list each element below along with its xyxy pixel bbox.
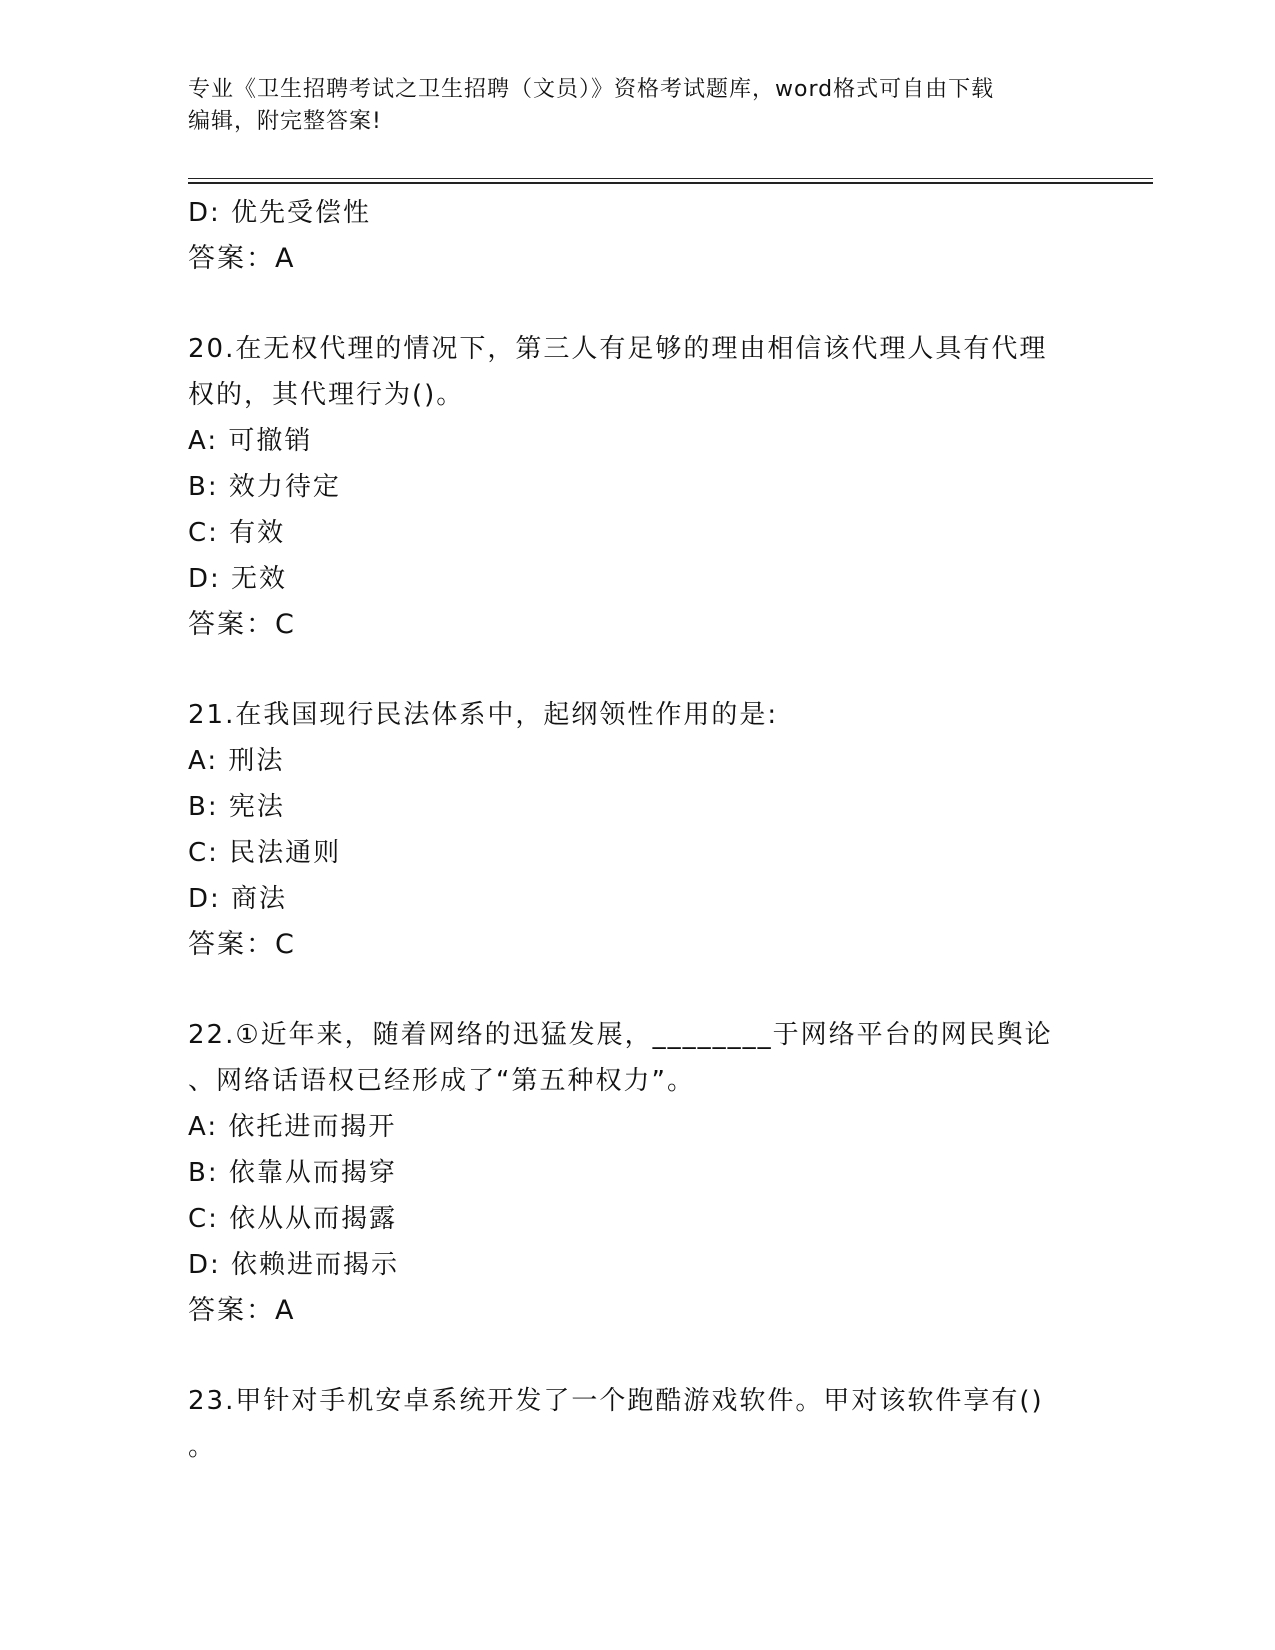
question-stem <box>188 692 1088 738</box>
question-stem <box>188 1378 1088 1470</box>
option-a: A: 可撤销 <box>188 426 313 456</box>
question-stem <box>188 326 1088 418</box>
option-a: A: 刑法 <box>188 746 285 776</box>
stem-line: 、网络话语权已经形成了“第五种权力”。 <box>188 1066 695 1096</box>
option-d: D: 无效 <box>188 564 288 594</box>
stem-line: 20.在无权代理的情况下，第三人有足够的理由相信该代理人具有代理 <box>188 334 1048 364</box>
option-b: B: 效力待定 <box>188 472 341 502</box>
option-c: C: 依从从而揭露 <box>188 1204 398 1234</box>
stem-line: 22.①近年来，随着网络的迅猛发展，________于网络平台的网民舆论 <box>188 1020 1053 1050</box>
answer-line: 答案：C <box>188 609 296 640</box>
stem-line: 21.在我国现行民法体系中，起纲领性作用的是: <box>188 700 779 730</box>
option-d: D: 优先受偿性 <box>188 198 372 228</box>
question-21 <box>188 692 1088 968</box>
question-stem <box>188 1012 1088 1104</box>
option-a: A: 依托进而揭开 <box>188 1112 397 1142</box>
header-divider-bottom <box>188 182 1153 184</box>
answer-line: 答案：A <box>188 1295 296 1326</box>
stem-line: 。 <box>188 1432 217 1462</box>
answer-line: 答案：C <box>188 929 296 960</box>
question-23 <box>188 1378 1088 1470</box>
option-b: B: 宪法 <box>188 792 285 822</box>
question-list <box>188 190 1088 1470</box>
stem-line: 23.甲针对手机安卓系统开发了一个跑酷游戏软件。甲对该软件享有() <box>188 1386 1044 1416</box>
header-line-1: 专业《卫生招聘考试之卫生招聘（文员）》资格考试题库，word格式可自由下载 <box>188 77 995 102</box>
option-d: D: 依赖进而揭示 <box>188 1250 400 1280</box>
answer-line: 答案：A <box>188 243 296 274</box>
previous-question-tail <box>188 190 1088 282</box>
option-d: D: 商法 <box>188 884 288 914</box>
option-c: C: 有效 <box>188 518 286 548</box>
header-divider-top <box>188 178 1153 179</box>
question-22 <box>188 1012 1088 1334</box>
option-b: B: 依靠从而揭穿 <box>188 1158 397 1188</box>
document-header <box>188 74 1088 138</box>
option-c: C: 民法通则 <box>188 838 342 868</box>
question-20 <box>188 326 1088 648</box>
header-line-2: 编辑，附完整答案! <box>188 109 382 134</box>
stem-line: 权的，其代理行为()。 <box>188 380 465 410</box>
